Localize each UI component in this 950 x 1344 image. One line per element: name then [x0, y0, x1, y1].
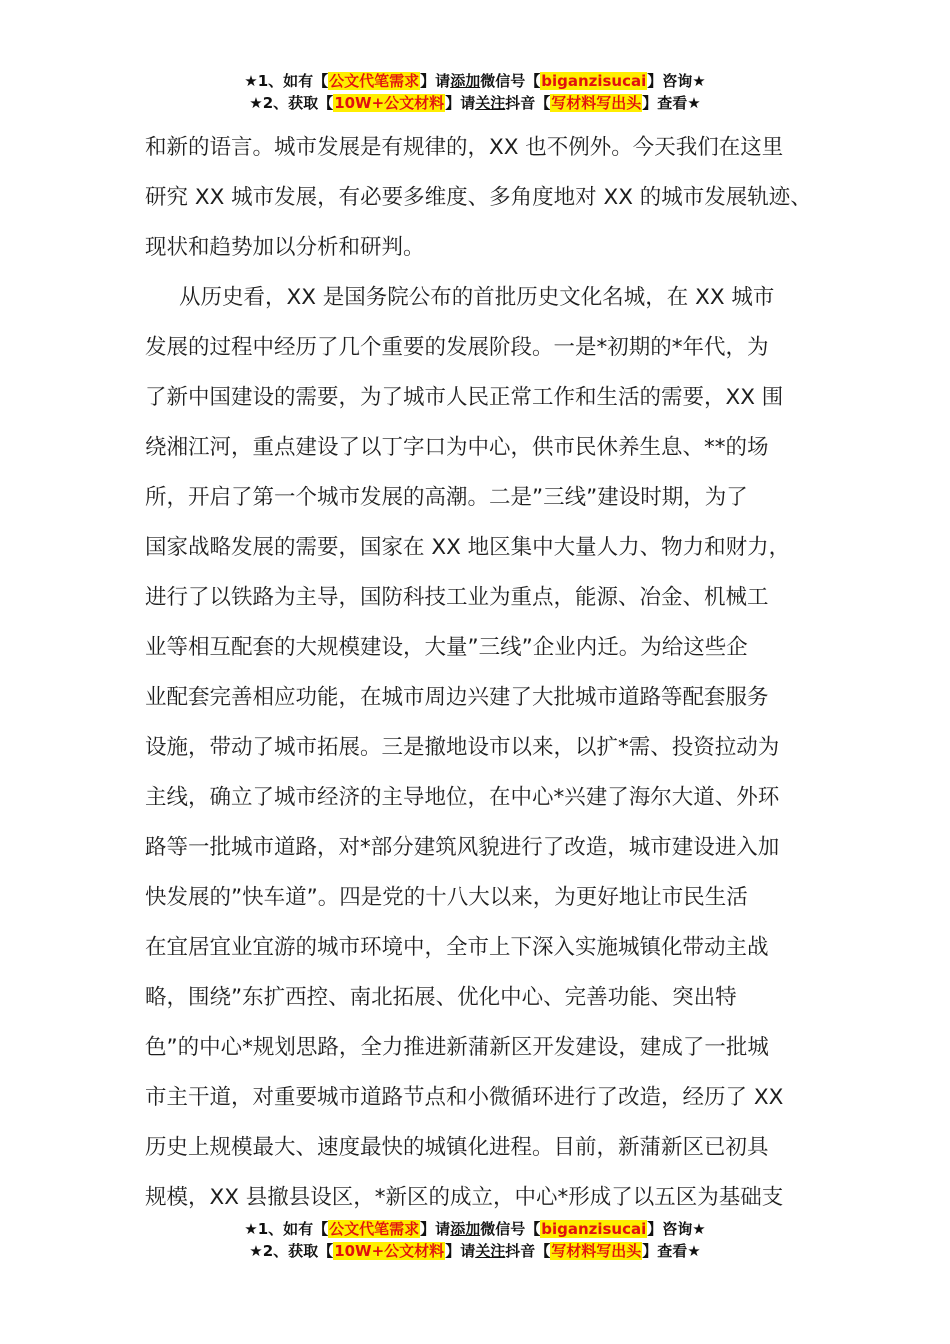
highlight-materials: 10W+公文材料: [334, 1242, 445, 1260]
text-line: 规模，XX 县撤县设区，*新区的成立，中心*形成了以五区为基础支: [145, 1185, 784, 1210]
banner-text: 】咨询★: [647, 1220, 706, 1238]
document-body: [145, 123, 825, 1223]
text-line: 市主干道，对重要城市道路节点和小微循环进行了改造，经历了 XX: [145, 1085, 784, 1110]
banner-text: ★2、获取【: [249, 94, 334, 112]
banner-text: 】请: [445, 1242, 476, 1260]
banner-text: ★1、如有【: [244, 1220, 329, 1238]
highlight-service: 公文代笔需求: [329, 72, 420, 90]
banner-line-1: [0, 70, 950, 92]
text-line: 国家战略发展的需要，国家在 XX 地区集中大量人力、物力和财力，: [145, 535, 791, 560]
banner-text: 】请: [420, 72, 451, 90]
highlight-douyin-account: 写材料写出头: [551, 1242, 642, 1260]
text-line: 发展的过程中经历了几个重要的发展阶段。一是*初期的*年代，为: [145, 335, 769, 360]
banner-text: 】查看★: [642, 1242, 701, 1260]
text-line: 业配套完善相应功能，在城市周边兴建了大批城市道路等配套服务: [145, 685, 769, 710]
text-line: 进行了以铁路为主导，国防科技工业为重点，能源、冶金、机械工: [145, 585, 769, 610]
highlight-wechat-id: biganzisucai: [541, 1220, 647, 1238]
text-line: 研究 XX 城市发展，有必要多维度、多角度地对 XX 的城市发展轨迹、: [145, 185, 812, 210]
banner-line-2: [0, 92, 950, 114]
text-line: 快发展的”快车道”。四是党的十八大以来，为更好地让市民生活: [145, 885, 748, 910]
text-line: 所，开启了第一个城市发展的高潮。二是”三线”建设时期，为了: [145, 485, 748, 510]
highlight-service: 公文代笔需求: [329, 1220, 420, 1238]
text-line: 现状和趋势加以分析和研判。: [145, 235, 425, 260]
text-line: 了新中国建设的需要，为了城市人民正常工作和生活的需要，XX 围: [145, 385, 784, 410]
header-banner: [0, 70, 950, 114]
banner-text: 微信号【: [480, 1220, 541, 1238]
highlight-douyin-account: 写材料写出头: [551, 94, 642, 112]
banner-text: 】请: [445, 94, 476, 112]
text-line: 从历史看，XX 是国务院公布的首批历史文化名城，在 XX 城市: [179, 285, 775, 310]
banner-emphasis: 添加: [450, 1220, 481, 1238]
text-line: 略，围绕”东扩西控、南北拓展、优化中心、完善功能、突出特: [145, 985, 737, 1010]
text-line: 路等一批城市道路，对*部分建筑风貌进行了改造，城市建设进入加: [145, 835, 780, 860]
text-line: 绕湘江河，重点建设了以丁字口为中心，供市民休养生息、**的场: [145, 435, 769, 460]
text-line: 历史上规模最大、速度最快的城镇化进程。目前，新蒲新区已初具: [145, 1135, 769, 1160]
banner-text: 】请: [420, 1220, 451, 1238]
banner-emphasis: 添加: [450, 72, 481, 90]
highlight-materials: 10W+公文材料: [334, 94, 445, 112]
banner-text: 】查看★: [642, 94, 701, 112]
banner-emphasis: 关注: [475, 94, 506, 112]
text-line: 色”的中心*规划思路，全力推进新蒲新区开发建设，建成了一批城: [145, 1035, 769, 1060]
highlight-wechat-id: biganzisucai: [541, 72, 647, 90]
paragraph-history: [145, 273, 825, 1223]
text-line: 在宜居宜业宜游的城市环境中，全市上下深入实施城镇化带动主战: [145, 935, 769, 960]
banner-text: 微信号【: [480, 72, 541, 90]
banner-emphasis: 关注: [475, 1242, 506, 1260]
banner-line-1: [0, 1218, 950, 1240]
text-line: 主线，确立了城市经济的主导地位，在中心*兴建了海尔大道、外环: [145, 785, 780, 810]
banner-text: ★2、获取【: [249, 1242, 334, 1260]
banner-text: 】咨询★: [647, 72, 706, 90]
footer-banner: [0, 1218, 950, 1262]
banner-text: 抖音【: [505, 94, 551, 112]
text-line: 设施，带动了城市拓展。三是撤地设市以来，以扩*需、投资拉动为: [145, 735, 780, 760]
text-line: 和新的语言。城市发展是有规律的，XX 也不例外。今天我们在这里: [145, 135, 784, 160]
banner-line-2: [0, 1240, 950, 1262]
paragraph-continued: [145, 123, 825, 273]
banner-text: ★1、如有【: [244, 72, 329, 90]
banner-text: 抖音【: [505, 1242, 551, 1260]
text-line: 业等相互配套的大规模建设，大量”三线”企业内迁。为给这些企: [145, 635, 748, 660]
